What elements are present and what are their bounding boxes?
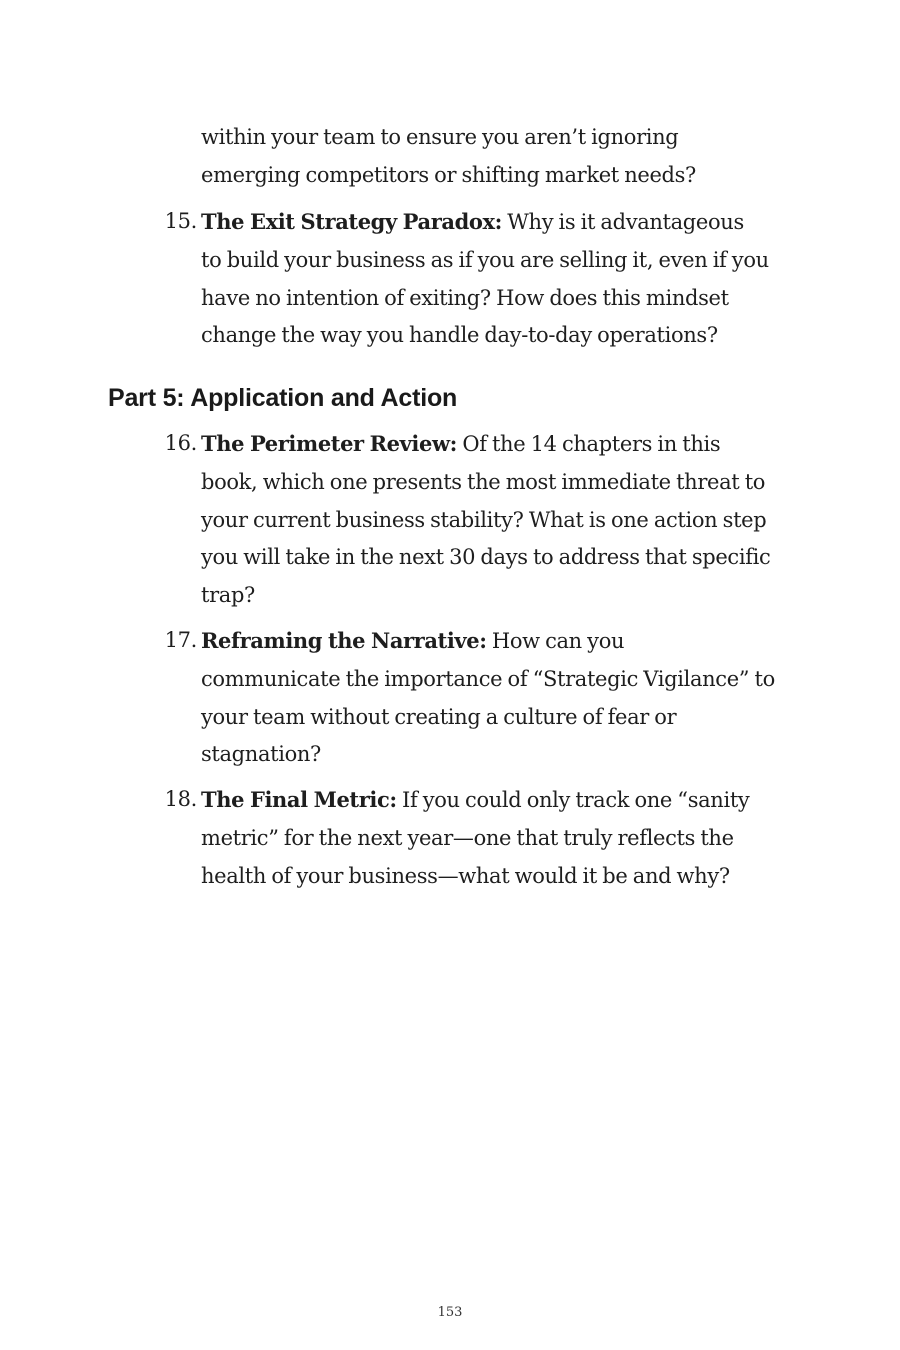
item-title: The Exit Strategy Paradox: <box>201 209 502 234</box>
item-body <box>201 622 801 774</box>
item-number: 17. <box>164 628 197 652</box>
text-line: your team without creating a culture of fear or <box>201 704 677 729</box>
item-number: 16. <box>164 431 197 455</box>
text-line: communicate the importance of “Strategic Vigilance” to <box>201 666 775 691</box>
continued-paragraph <box>201 119 801 195</box>
text-line: you will take in the next 30 days to address that specific <box>201 545 771 570</box>
item-text: Of the 14 chapters in this <box>457 432 721 456</box>
text-line: book, which one presents the most immediate threat to <box>201 469 766 494</box>
text-line <box>201 622 801 661</box>
text-line: emerging competitors or shifting market needs? <box>201 162 696 187</box>
text-line: have no intention of exiting? How does this mindset <box>201 285 729 310</box>
item-body <box>201 425 801 615</box>
text-line <box>201 203 801 242</box>
text-line: your current business stability? What is one action step <box>201 507 767 532</box>
text-line <box>201 781 801 820</box>
item-text: How can you <box>486 629 625 653</box>
item-body <box>201 781 801 895</box>
text-line: trap? <box>201 583 255 608</box>
item-title: The Perimeter Review: <box>201 431 457 456</box>
item-number: 15. <box>164 209 197 233</box>
text-line: metric” for the next year—one that truly reflects the <box>201 825 734 850</box>
text-line: within your team to ensure you aren’t ignoring <box>201 125 679 149</box>
section-heading: Part 5: Application and Action <box>108 384 458 412</box>
item-title: Reframing the Narrative: <box>201 628 487 653</box>
item-title: The Final Metric: <box>201 787 397 812</box>
item-number: 18. <box>164 787 197 811</box>
text-line: to build your business as if you are selling it, even if you <box>201 247 769 272</box>
item-body <box>201 203 801 355</box>
text-line: health of your business—what would it be and why? <box>201 863 730 888</box>
text-line: stagnation? <box>201 742 321 767</box>
item-text: Why is it advantageous <box>501 210 744 234</box>
item-text: If you could only track one “sanity <box>396 788 750 812</box>
text-line <box>201 425 801 464</box>
page-number: 153 <box>437 1305 463 1320</box>
text-line: change the way you handle day-to-day operations? <box>201 323 718 348</box>
